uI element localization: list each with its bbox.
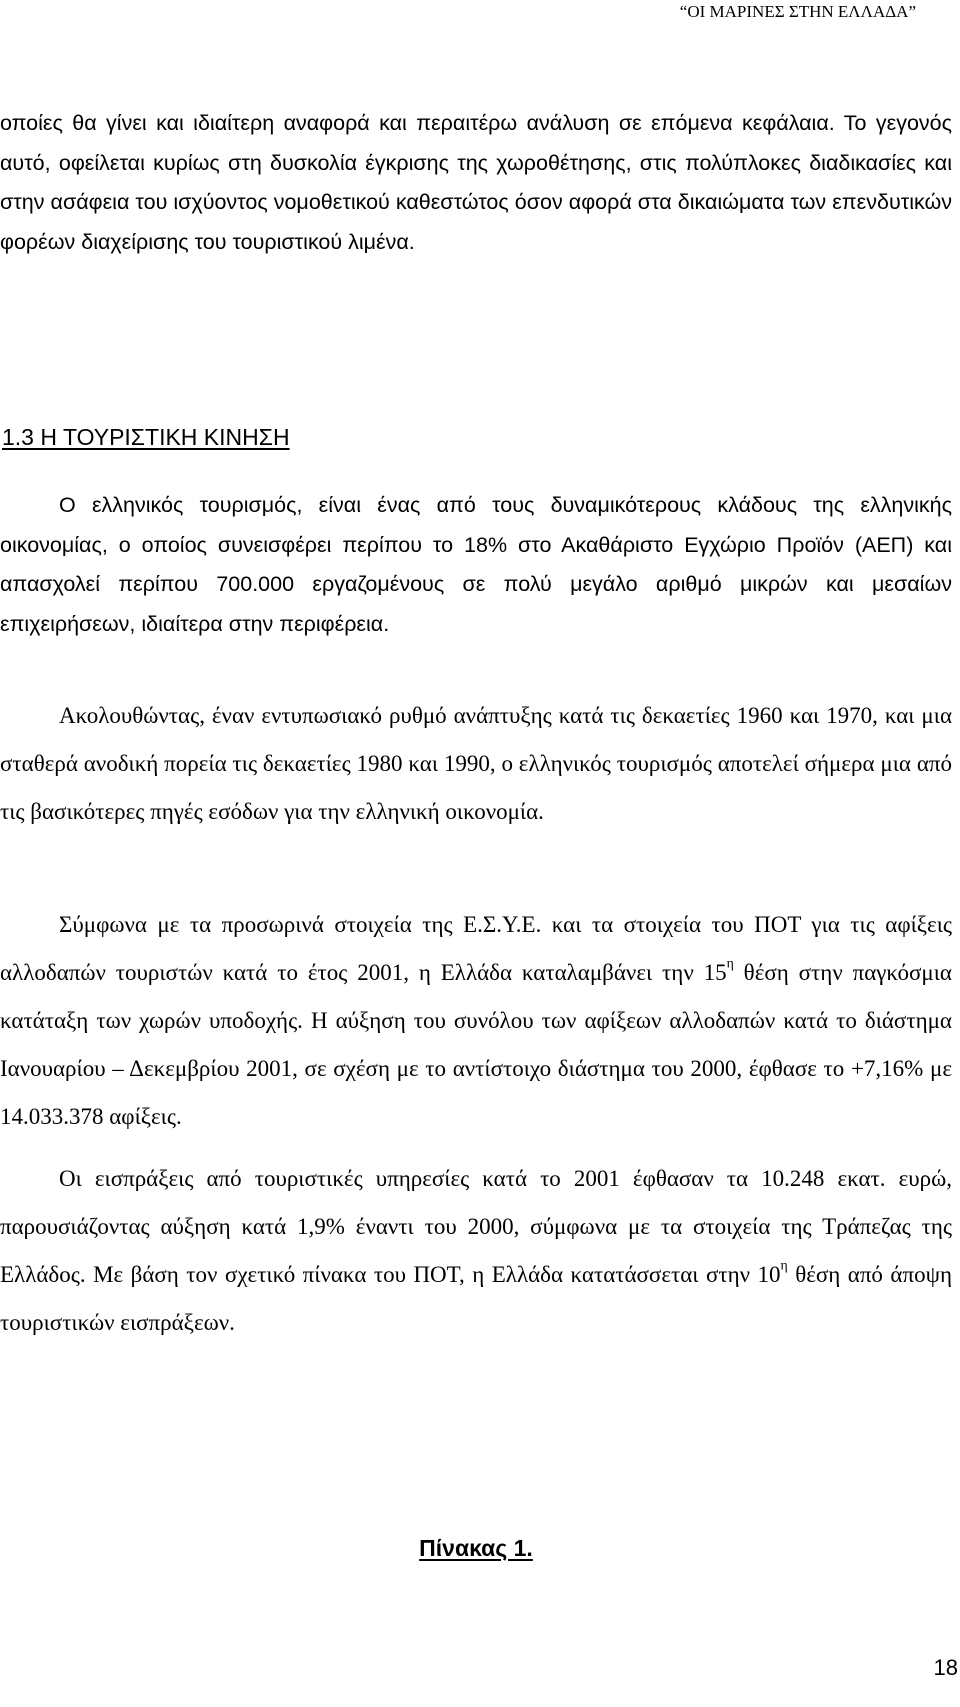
section-heading: 1.3 Η ΤΟΥΡΙΣΤΙΚΗ ΚΙΝΗΣΗ	[2, 424, 290, 450]
paragraph-growth-history: Ακολουθώντας, έναν εντυπωσιακό ρυθμό ανάπτυξης κατά τις δεκαετίες 1960 και 1970, και μια σταθερά ανοδική πορεία τις δεκαετίες 1980 και 1990, ο ελληνικός τουρισμός αποτελεί σήμερα μια από τις βασικότερες πηγές εσόδων για την ελληνική οικονομία.	[0, 703, 952, 824]
paragraph-receipts-text-a: Οι εισπράξεις από τουριστικές υπηρεσίες κατά το 2001 έφθασαν τα 10.248 εκατ. ευρώ, παρουσιάζοντας αύξηση κατά 1,9% έναντι του 2000, σύμφωνα με τα στοιχεία της Τράπεζας της Ελλάδος. Με βάση τον σχετικό πίνακα του ΠΟΤ, η Ελλάδα κατατάσσεται στην 10	[0, 1166, 952, 1287]
paragraph-receipts	[0, 1155, 952, 1347]
paragraph-arrivals-text-b: θέση στην παγκόσμια κατάταξη των χωρών υποδοχής. Η αύξηση του συνόλου των αφίξεων αλλοδαπών κατά το διάστημα Ιανουαρίου – Δεκεμβρίου 2001, σε σχέση με το αντίστοιχο διάστημα του 2000, έφθασε το +7,16% με 14.033.378 αφίξεις.	[0, 960, 952, 1129]
intro-paragraph: οποίες θα γίνει και ιδιαίτερη αναφορά και περαιτέρω ανάλυση σε επόμενα κεφάλαια. Το γεγονός αυτό, οφείλεται κυρίως στη δυσκολία έγκρισης της χωροθέτησης, στις πολύπλοκες διαδικασίες και στην ασάφεια του ισχύοντος νομοθετικού καθεστώτος όσον αφορά στα δικαιώματα των επενδυτικών φορέων διαχείρισης του τουριστικού λιμένα.	[0, 111, 952, 254]
ordinal-superscript: η	[726, 955, 734, 971]
ordinal-superscript: η	[780, 1257, 788, 1273]
page-number: 18	[933, 1655, 958, 1680]
paragraph-arrivals-text-a: Σύμφωνα με τα προσωρινά στοιχεία της Ε.Σ.Υ.Ε. και τα στοιχεία του ΠΟΤ για τις αφίξεις αλλοδαπών τουριστών κατά το έτος 2001, η Ελλάδα καταλαμβάνει την 15	[0, 912, 952, 985]
paragraph-arrivals	[0, 901, 952, 1141]
paragraph-tourism-overview: Ο ελληνικός τουρισμός, είναι ένας από τους δυναμικότερους κλάδους της ελληνικής οικονομίας, ο οποίος συνεισφέρει περίπου το 18% στο Ακαθάριστο Εγχώριο Προϊόν (ΑΕΠ) και απασχολεί περίπου 700.000 εργαζομένους σε πολύ μεγάλο αριθμό μικρών και μεσαίων επιχειρήσεων, ιδιαίτερα στην περιφέρεια.	[0, 493, 952, 636]
table-caption: Πίνακας 1.	[419, 1535, 533, 1561]
running-header: “ΟΙ ΜΑΡΙΝΕΣ ΣΤΗΝ ΕΛΛΑΔΑ”	[679, 2, 916, 21]
paragraph-receipts-text-b: θέση από άποψη τουριστικών εισπράξεων.	[0, 1262, 952, 1335]
